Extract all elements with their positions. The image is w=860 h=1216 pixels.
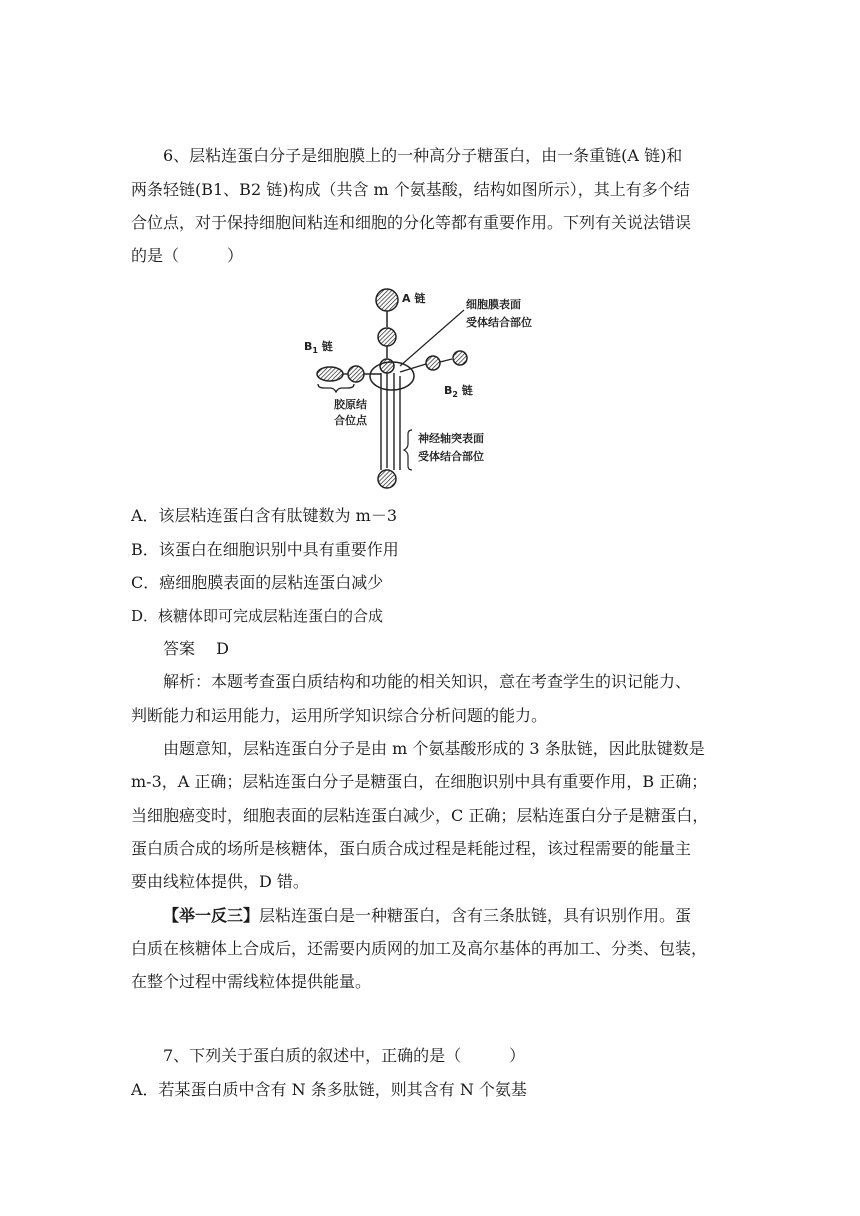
a-chain-second-node [378, 328, 396, 346]
laminin-structure-figure [300, 280, 570, 495]
q6-stem-line-2: 两条轻链(B1、B2 链)构成（共含 m 个氨基酸，结构如图所示），其上有多个结 [131, 180, 690, 199]
label-b1-chain: $B_1$ 链 [304, 340, 333, 355]
q6-option-b: B．该蛋白在细胞识别中具有重要作用 [131, 540, 399, 559]
q7-option-a: A．若某蛋白质中含有 N 条多肽链，则其含有 N 个氨基 [131, 1080, 527, 1099]
a-chain-third-node [380, 359, 394, 373]
b2-chain-node [426, 356, 440, 370]
q6-answer: 答案 D [163, 639, 229, 658]
q6-option-a: A．该层粘连蛋白含有肽键数为 m－3 [131, 506, 397, 525]
a-chain-bottom-node [378, 470, 396, 488]
extension-text-1: 层粘连蛋白是一种糖蛋白，含有三条肽链，具有识别作用。蛋 [259, 906, 692, 925]
label-b2-chain: $B_2$ 链 [444, 384, 473, 399]
q6-stem-line-1: 6、层粘连蛋白分子是细胞膜上的一种高分子糖蛋白，由一条重链(A 链)和 [163, 146, 683, 165]
label-collagen-line-1: 胶原结 [334, 398, 367, 411]
b1-chain-node [348, 366, 364, 382]
label-collagen-line-2: 合位点 [334, 414, 367, 427]
extension-line-2: 白质在核糖体上合成后，还需要内质网的加工及高尔基体的再加工、分类、包装， [131, 939, 708, 958]
label-membrane-line-1: 细胞膜表面 [466, 298, 521, 311]
q6-option-d: D．核糖体即可完成层粘连蛋白的合成 [131, 607, 384, 625]
analysis-line-3: 由题意知，层粘连蛋白分子是由 m 个氨基酸形成的 3 条肽链，因此肽键数是 [163, 739, 705, 758]
label-nerve-line-1: 神经轴突表面 [418, 432, 484, 445]
q6-option-c: C．癌细胞膜表面的层粘连蛋白减少 [131, 573, 384, 592]
b2-chain-end-node [453, 351, 467, 365]
extension-line-1 [163, 906, 691, 926]
extension-line-3: 在整个过程中需线粒体提供能量。 [131, 972, 372, 991]
q7-stem: 7、下列关于蛋白质的叙述中，正确的是（ ） [163, 1046, 526, 1065]
q6-stem-line-3: 合位点，对于保持细胞间粘连和细胞的分化等都有重要作用。下列有关说法错误 [131, 213, 692, 232]
analysis-line-5: 当细胞癌变时，细胞表面的层粘连蛋白减少，C 正确；层粘连蛋白分子是糖蛋白， [131, 806, 709, 825]
analysis-line-4: m-3，A 正确；层粘连蛋白分子是糖蛋白，在细胞识别中具有重要作用，B 正确； [131, 772, 708, 791]
a-chain-top-node [376, 289, 398, 311]
label-a-chain: A 链 [402, 292, 426, 305]
analysis-line-2: 判断能力和运用能力，运用所学知识综合分析问题的能力。 [131, 706, 548, 725]
b1-chain-end-node [317, 367, 343, 381]
label-membrane-line-2: 受体结合部位 [466, 316, 532, 329]
analysis-line-6: 蛋白质合成的场所是核糖体，蛋白质合成过程是耗能过程，该过程需要的能量主 [131, 839, 692, 858]
analysis-line-7: 要由线粒体提供，D 错。 [131, 872, 309, 891]
extension-tag: 【举一反三】 [163, 906, 260, 925]
q6-stem-line-4: 的是（ ） [131, 246, 244, 265]
analysis-line-1: 解析：本题考查蛋白质结构和功能的相关知识，意在考查学生的识记能力、 [163, 672, 692, 691]
label-nerve-line-2: 受体结合部位 [418, 450, 484, 463]
